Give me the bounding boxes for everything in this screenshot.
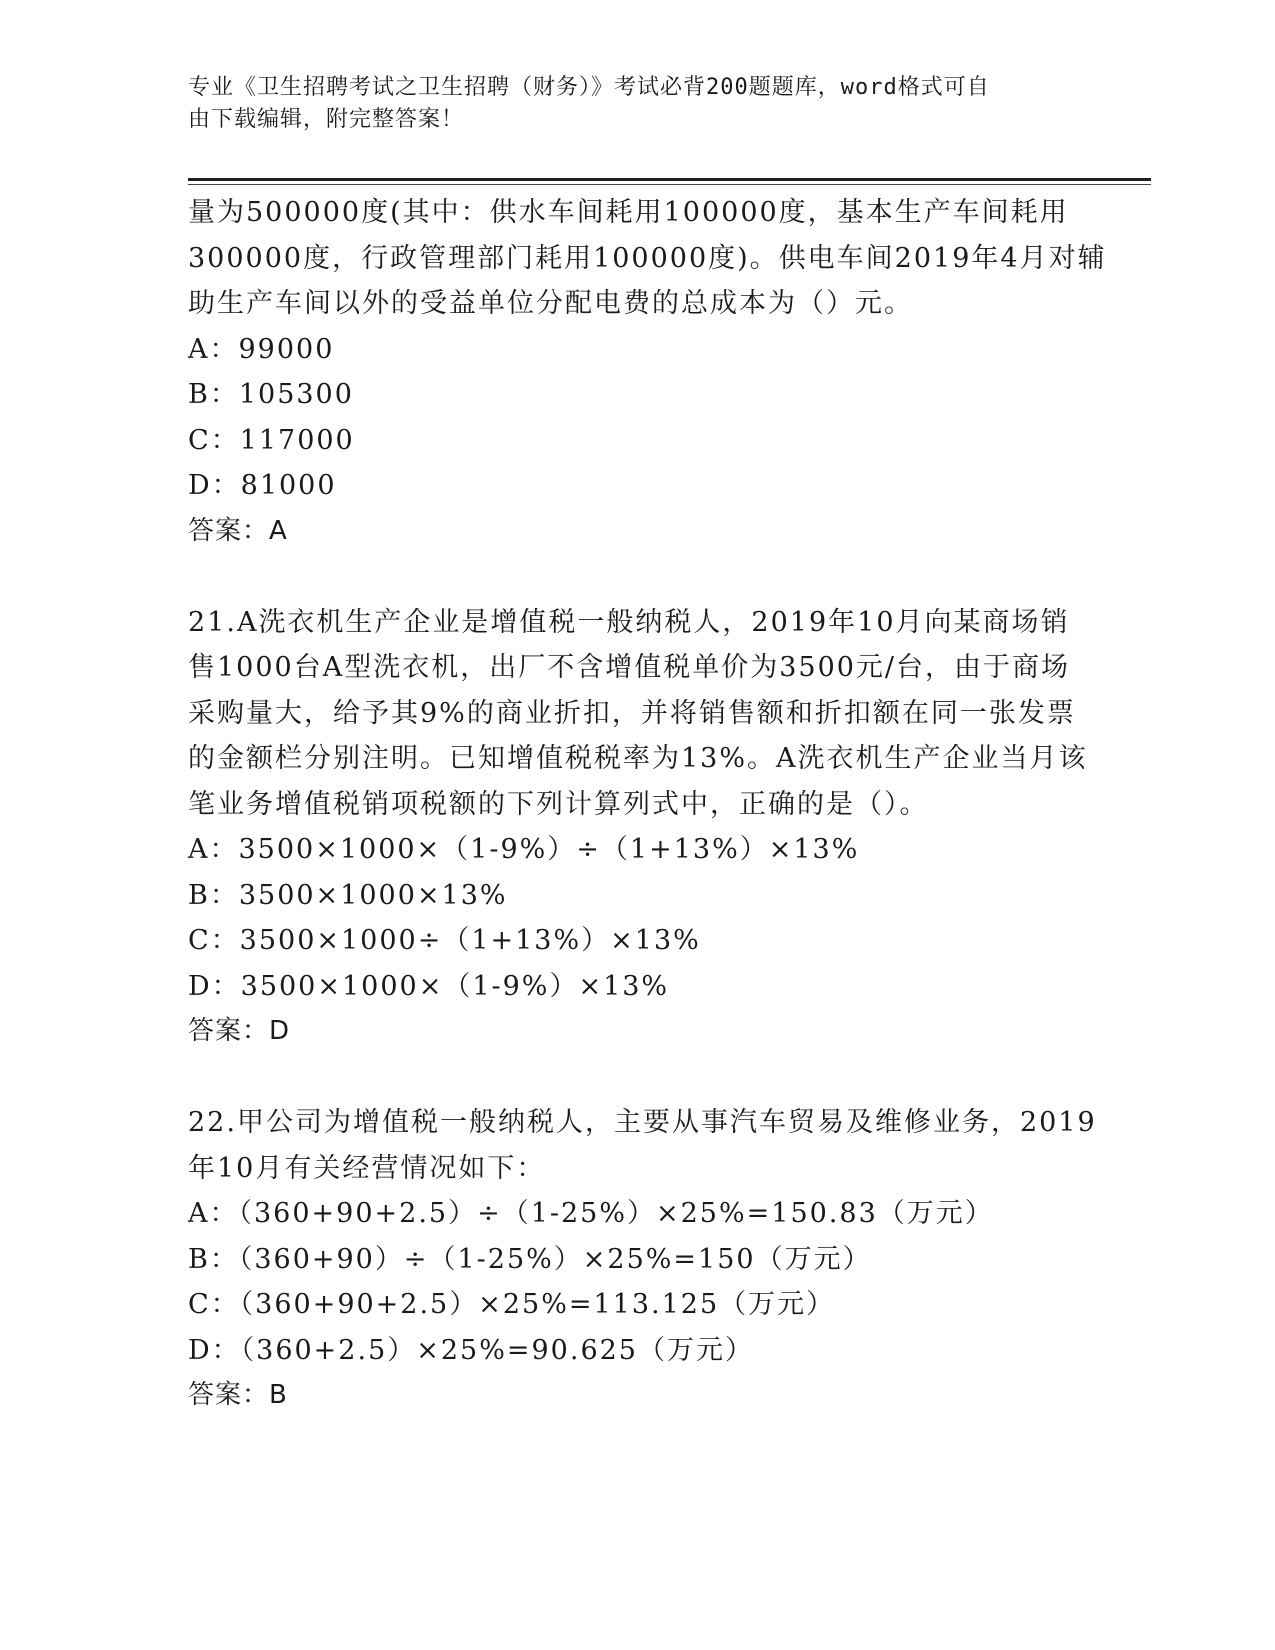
- option-b: B：105300: [188, 379, 354, 410]
- question-20: [188, 190, 1107, 554]
- question-text-line: 量为500000度(其中：供水车间耗用100000度，基本生产车间耗用: [188, 197, 1069, 228]
- document-header: [188, 72, 1068, 136]
- header-divider-thick: [188, 178, 1151, 181]
- header-line-2: 由下载编辑，附完整答案！: [188, 107, 465, 132]
- option-d: D：3500×1000×（1-9%）×13%: [188, 970, 670, 1002]
- spacer: [188, 554, 1088, 600]
- answer: 答案：D: [188, 1016, 291, 1046]
- question-list: [188, 190, 1107, 1419]
- question-text-line: 22.甲公司为增值税一般纳税人，主要从事汽车贸易及维修业务，2019: [188, 1107, 1097, 1138]
- option-d: D：（360+2.5）×25%=90.625（万元）: [188, 1334, 754, 1366]
- option-c: C：117000: [188, 424, 355, 456]
- question-text-line: 采购量大，给予其9%的商业折扣，并将销售额和折扣额在同一张发票: [188, 697, 1076, 729]
- option-b: B：（360+90）÷（1-25%）×25%=150（万元）: [188, 1243, 872, 1275]
- option-d: D：81000: [188, 470, 337, 501]
- question-text-line: 年10月有关经营情况如下：: [188, 1152, 546, 1184]
- question-text-line: 笔业务增值税销项税额的下列计算列式中，正确的是（）。: [188, 788, 929, 820]
- option-c: C：（360+90+2.5）×25%=113.125（万元）: [188, 1289, 836, 1320]
- question-text-line: 助生产车间以外的受益单位分配电费的总成本为（）元。: [188, 288, 913, 319]
- question-21: [188, 600, 1088, 1055]
- header-line-1: 专业《卫生招聘考试之卫生招聘（财务）》考试必背200题题库，word格式可自: [188, 75, 990, 100]
- question-text-line: 售1000台A型洗衣机，出厂不含增值税单价为3500元/台，由于商场: [188, 652, 1071, 683]
- question-text-line: 的金额栏分别注明。已知增值税税率为13%。A洗衣机生产企业当月该: [188, 743, 1088, 774]
- option-a: A：3500×1000×（1-9%）÷（1+13%）×13%: [188, 834, 860, 865]
- header-divider-thin: [188, 184, 1151, 185]
- answer: 答案：B: [188, 1380, 288, 1410]
- option-a: A：99000: [188, 333, 335, 365]
- option-a: A：（360+90+2.5）÷（1-25%）×25%=150.83（万元）: [188, 1198, 994, 1229]
- option-c: C：3500×1000÷（1+13%）×13%: [188, 925, 701, 956]
- option-b: B：3500×1000×13%: [188, 879, 508, 911]
- spacer: [188, 1055, 1088, 1101]
- question-text-line: 300000度，行政管理部门耗用100000度)。供电车间2019年4月对辅: [188, 242, 1107, 274]
- question-text-line: 21.A洗衣机生产企业是增值税一般纳税人，2019年10月向某商场销: [188, 606, 1070, 638]
- question-22: [188, 1100, 1097, 1419]
- answer: 答案：A: [188, 515, 288, 546]
